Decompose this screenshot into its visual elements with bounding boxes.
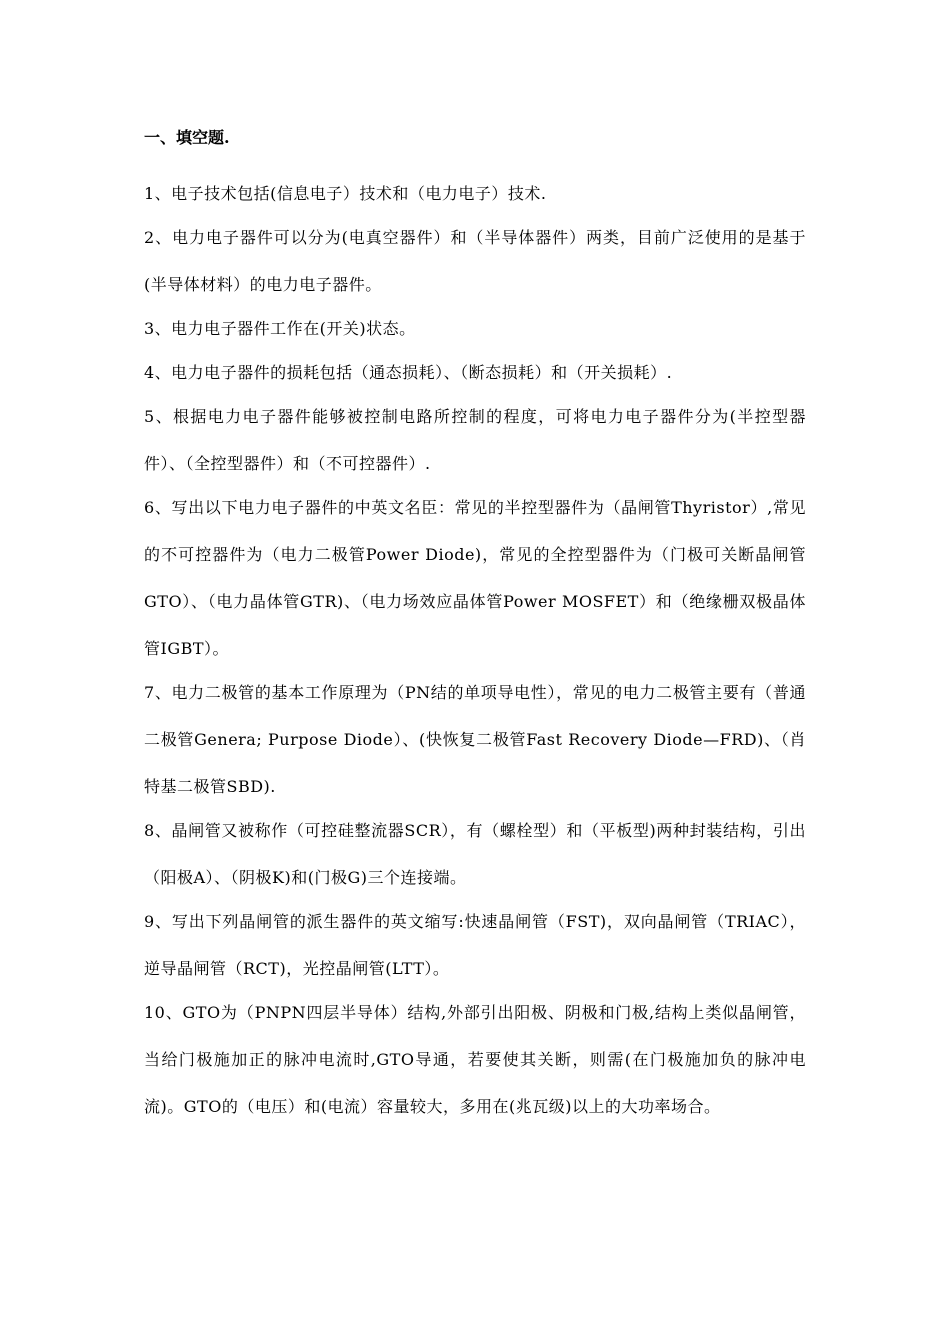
question-item-3: 3、电力电子器件工作在(开关)状态。 <box>144 319 416 338</box>
question-item-6: 6、写出以下电力电子器件的中英文名臣：常见的半控型器件为（晶闸管Thyristor）,常见的不可控器件为（电力二极管Power Diode)，常见的全控型器件为（门极可关断晶闸管GTO）、（电力晶体管GTR)、（电力场效应晶体管Power MOSFET）和（绝缘栅双极晶体管IGBT）。 <box>144 498 806 658</box>
section-title: 一、填空题. <box>144 128 230 147</box>
document-body <box>144 126 806 1130</box>
question-item-7: 7、电力二极管的基本工作原理为（PN结的单项导电性），常见的电力二极管主要有（普通二极管Genera; Purpose Diode）、(快恢复二极管Fast Recovery Diode—FRD)、（肖特基二极管SBD). <box>144 683 806 796</box>
question-item-10: 10、GTO为（PNPN四层半导体）结构,外部引出阳极、阴极和门极,结构上类似晶闸管，当给门极施加正的脉冲电流时,GTO导通，若要使其关断，则需(在门极施加负的脉冲电流)。GTO的（电压）和(电流）容量较大，多用在(兆瓦级)以上的大功率场合。 <box>144 1003 806 1116</box>
question-item-8: 8、晶闸管又被称作（可控硅整流器SCR），有（螺栓型）和（平板型)两种封装结构，引出（阳极A）、（阴极K)和(门极G)三个连接端。 <box>144 821 806 887</box>
question-item-2: 2、电力电子器件可以分为(电真空器件）和（半导体器件）两类，目前广泛使用的是基于(半导体材料）的电力电子器件。 <box>144 228 806 294</box>
question-item-1: 1、电子技术包括(信息电子）技术和（电力电子）技术. <box>144 184 547 203</box>
question-item-4: 4、电力电子器件的损耗包括（通态损耗）、（断态损耗）和（开关损耗）. <box>144 363 673 382</box>
question-item-5: 5、根据电力电子器件能够被控制电路所控制的程度，可将电力电子器件分为(半控型器件）、（全控型器件）和（不可控器件）. <box>144 407 806 473</box>
question-item-9: 9、写出下列晶闸管的派生器件的英文缩写:快速晶闸管（FST)，双向晶闸管（TRIAC），逆导晶闸管（RCT)，光控晶闸管(LTT）。 <box>144 912 806 978</box>
